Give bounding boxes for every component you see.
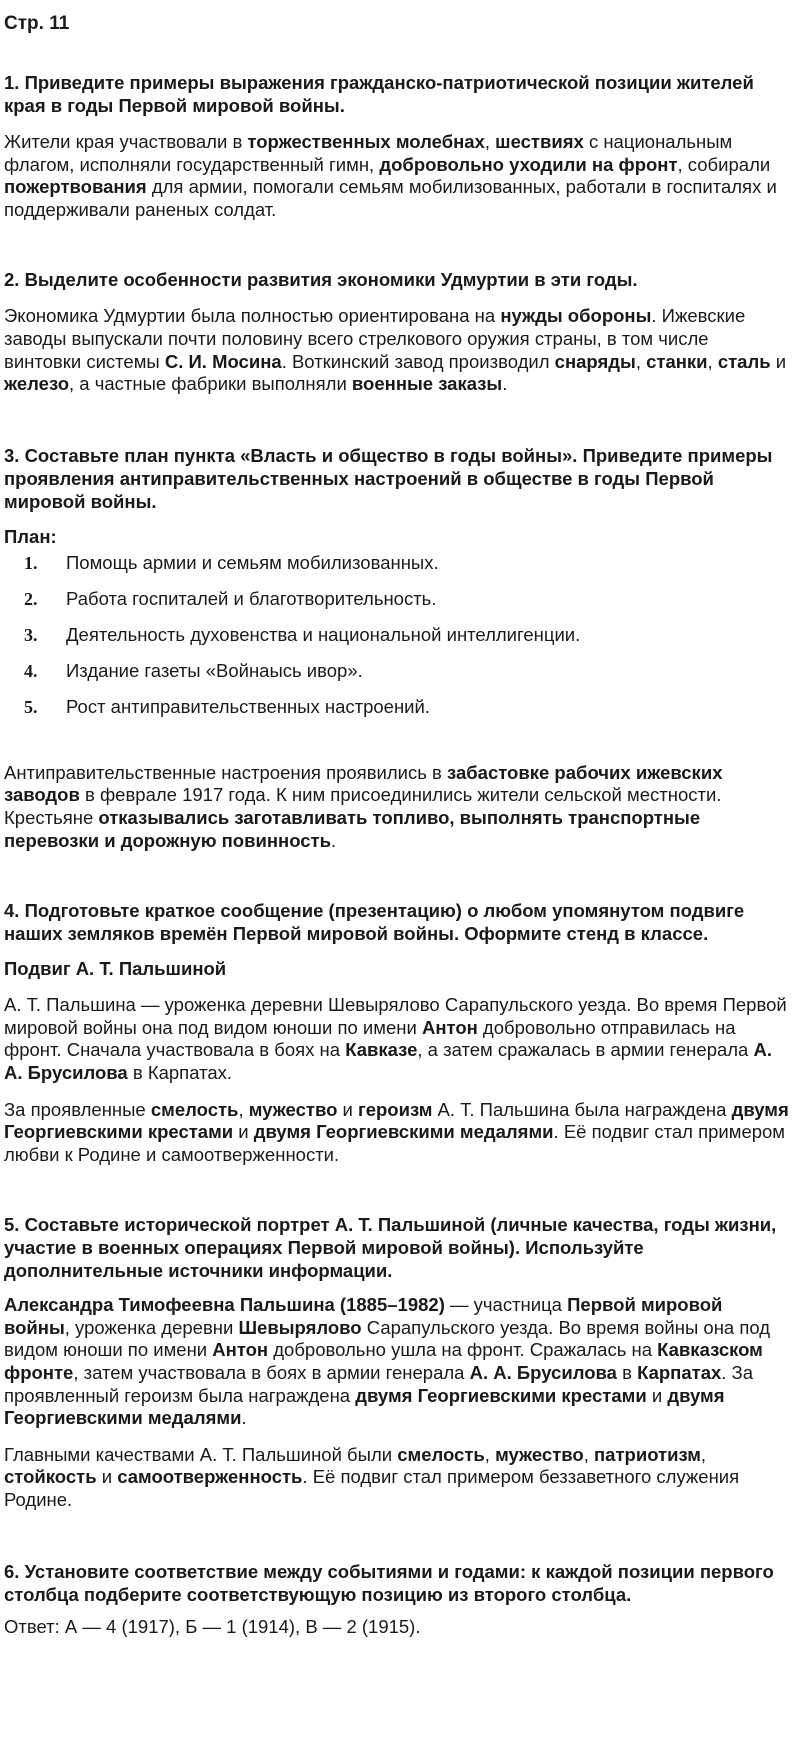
plan-item xyxy=(4,696,790,732)
text-segment: , xyxy=(484,131,496,152)
bold-text-segment: двумя Георгиевскими медалями xyxy=(253,1121,554,1143)
question-5-title: 5. Составьте исторической портрет А. Т. Пальшиной (личные качества, годы жизни, участие в военных операциях Первой мировой войны). Используйте дополнительные источники информации. xyxy=(4,1214,777,1282)
text-segment: и xyxy=(770,350,787,372)
plan-item-text: Работа госпиталей и благотворительность. xyxy=(66,587,437,609)
question-5-paragraph-2 xyxy=(4,1444,790,1512)
text-segment: добровольно отправилась на фронт. Сначала участвовала в боях на xyxy=(4,1016,736,1061)
text-segment: , а затем сражалась в армии генерала xyxy=(417,1039,754,1061)
question-5-section xyxy=(4,1213,790,1511)
text-segment: и xyxy=(96,1466,118,1488)
plan-item-text: Издание газеты «Войнаысь ивор». xyxy=(66,659,363,681)
bold-text-segment: сталь xyxy=(717,350,771,372)
plan-item-number: 2. xyxy=(24,588,38,609)
plan-item-text: Деятельность духовенства и национальной интеллигенции. xyxy=(66,623,581,645)
bold-text-segment: нужды обороны xyxy=(500,305,652,327)
text-segment: . Ижевские заводы выпускали почти половину всего стрелкового оружия страны, в том числе винтовки системы xyxy=(4,305,746,372)
plan-item-number: 4. xyxy=(24,660,38,681)
text-segment: и xyxy=(646,1384,668,1406)
question-3-answer xyxy=(4,762,790,852)
bold-text-segment: мужество xyxy=(495,1443,584,1465)
question-6-section xyxy=(4,1560,790,1639)
bold-text-segment: героизм xyxy=(358,1098,433,1120)
plan-item-text: Рост антиправительственных настроений. xyxy=(66,695,430,717)
text-segment: , а частные фабрики выполняли xyxy=(69,373,352,395)
question-4-paragraph-2 xyxy=(4,1099,790,1167)
question-4-paragraph-1 xyxy=(4,994,790,1084)
text-segment: в xyxy=(616,1362,638,1384)
text-segment: добровольно ушла на фронт. Сражалась на xyxy=(268,1339,658,1361)
text-segment: — участница xyxy=(444,1294,568,1316)
plan-item-number: 3. xyxy=(24,624,38,645)
question-6-title: 6. Установите соответствие между событиями и годами: к каждой позиции первого столбца подберите соответствующую позицию из второго столбца. xyxy=(4,1560,774,1605)
bold-text-segment: смелость xyxy=(397,1443,485,1465)
plan-item xyxy=(4,624,790,660)
bold-text-segment: Кавказе xyxy=(345,1039,418,1061)
text-segment: с национальным флагом, исполняли государственный гимн, xyxy=(4,131,733,175)
plan-item xyxy=(4,588,790,624)
bold-text-segment: двумя Георгиевскими крестами xyxy=(4,1098,789,1143)
bold-text-segment: А. А. Брусилова xyxy=(4,1039,772,1083)
bold-text-segment: Антон xyxy=(421,1016,478,1038)
question-1-title: 1. Приведите примеры выражения гражданско-патриотической позиции жителей края в годы Первой мировой войны. xyxy=(4,72,754,116)
bold-text-segment: мужество xyxy=(248,1098,338,1120)
bold-text-segment: станки xyxy=(646,350,708,372)
bold-text-segment: двумя Георгиевскими медалями xyxy=(4,1384,725,1429)
text-segment: , затем участвовала в боях в армии генерала xyxy=(73,1362,470,1384)
bold-text-segment: снаряды xyxy=(554,350,636,372)
text-segment: Главными качествами А. Т. Пальшиной были xyxy=(4,1443,398,1465)
bold-text-segment: железо xyxy=(4,373,69,395)
text-segment: . Воткинский завод производил xyxy=(281,350,555,372)
text-segment: А. Т. Пальшина — уроженка деревни Шевырялово Сарапульского уезда. Во время Первой мировой войны она под видом юноши по имени xyxy=(4,994,787,1038)
plan-item-text: Помощь армии и семьям мобилизованных. xyxy=(66,551,439,573)
text-segment: , xyxy=(484,1443,496,1465)
question-2-title: 2. Выделите особенности развития экономики Удмуртии в эти годы. xyxy=(4,269,638,291)
bold-text-segment: Шевырялово xyxy=(238,1316,362,1338)
question-3-title: 3. Составьте план пункта «Власть и общество в годы войны». Приведите примеры проявления антиправительственных настроений в обществе в годы Первой мировой войны. xyxy=(4,444,773,512)
bold-text-segment: шествиях xyxy=(495,131,584,152)
bold-text-segment: Кавказском фронте xyxy=(4,1339,763,1384)
text-segment: , xyxy=(707,350,718,372)
text-segment: в феврале 1917 года. К ним присоединились жители сельской местности. Крестьяне xyxy=(4,784,722,828)
bold-text-segment: патриотизм xyxy=(594,1443,701,1465)
text-segment: для армии, помогали семьям мобилизованных, работали в госпиталях и поддерживали раненых солдат. xyxy=(4,176,777,220)
bold-text-segment: добровольно уходили на фронт xyxy=(379,153,678,175)
text-segment: , уроженка деревни xyxy=(64,1316,239,1338)
question-3-section xyxy=(4,444,790,852)
plan-item xyxy=(4,552,790,588)
bold-text-segment: А. А. Брусилова xyxy=(469,1362,617,1384)
bold-text-segment: торжественных молебнах xyxy=(247,131,485,152)
bold-text-segment: отказывались заготавливать топливо, выполнять транспортные перевозки и дорожную повинность xyxy=(4,806,701,851)
bold-text-segment: Александра Тимофеевна Пальшина (1885–1982) xyxy=(4,1294,445,1316)
text-segment: А. Т. Пальшина была награждена xyxy=(432,1098,732,1120)
bold-text-segment: двумя Георгиевскими крестами xyxy=(355,1384,647,1406)
question-4-subtitle: Подвиг А. Т. Пальшиной xyxy=(4,958,227,980)
text-segment: и xyxy=(233,1121,254,1143)
question-4-title: 4. Подготовьте краткое сообщение (презентацию) о любом упомянутом подвиге наших земляков времён Первой мировой войны. Оформите стенд в классе. xyxy=(4,900,745,945)
question-1-answer xyxy=(4,131,790,221)
question-5-paragraph-1 xyxy=(4,1294,790,1430)
plan-item xyxy=(4,660,790,696)
plan-label: План: xyxy=(4,525,57,547)
plan-list xyxy=(4,552,790,732)
plan-item-number: 1. xyxy=(24,552,38,573)
text-segment: , xyxy=(583,1443,594,1465)
text-segment: в Карпатах. xyxy=(127,1061,233,1083)
bold-text-segment: С. И. Мосина xyxy=(164,350,282,372)
bold-text-segment: смелость xyxy=(150,1098,239,1120)
text-segment: . xyxy=(502,373,508,395)
plan-item-number: 5. xyxy=(24,696,38,717)
bold-text-segment: Первой мировой войны xyxy=(4,1294,723,1338)
bold-text-segment: самоотверженность xyxy=(117,1466,303,1488)
question-2-section xyxy=(4,268,790,395)
text-segment: Антиправительственные настроения проявились в xyxy=(4,761,447,783)
text-segment: , xyxy=(700,1443,707,1465)
question-1-section xyxy=(4,71,790,221)
bold-text-segment: пожертвования xyxy=(4,176,147,198)
text-segment: Жители края участвовали в xyxy=(4,131,248,152)
bold-text-segment: забастовке рабочих ижевских заводов xyxy=(4,761,723,806)
text-segment: , собирали xyxy=(677,153,771,175)
question-4-section xyxy=(4,899,790,1166)
text-segment: и xyxy=(337,1098,358,1120)
bold-text-segment: стойкость xyxy=(4,1466,97,1488)
text-segment: . За проявленный героизм была награждена xyxy=(4,1362,754,1406)
page-number-label: Стр. 11 xyxy=(4,13,70,34)
question-6-answer: Ответ: А — 4 (1917), Б — 1 (1914), В — 2 (1915). xyxy=(4,1615,421,1637)
text-segment: . Её подвиг стал примером беззаветного служения Родине. xyxy=(4,1466,740,1511)
text-segment: Сарапульского уезда. Во время войны она под видом юноши по имени xyxy=(4,1316,771,1361)
bold-text-segment: военные заказы xyxy=(351,373,503,395)
text-segment: . Её подвиг стал примером любви к Родине и самоотверженности. xyxy=(4,1121,786,1165)
text-segment: , xyxy=(238,1098,249,1120)
text-segment: , xyxy=(635,350,647,372)
text-segment: . xyxy=(330,829,337,851)
text-segment: Экономика Удмуртии была полностью ориентирована на xyxy=(4,305,501,327)
question-2-answer xyxy=(4,305,790,395)
text-segment: За проявленные xyxy=(4,1098,151,1120)
bold-text-segment: Антон xyxy=(212,1339,269,1361)
text-segment: . xyxy=(241,1407,247,1429)
bold-text-segment: Карпатах xyxy=(637,1362,722,1384)
